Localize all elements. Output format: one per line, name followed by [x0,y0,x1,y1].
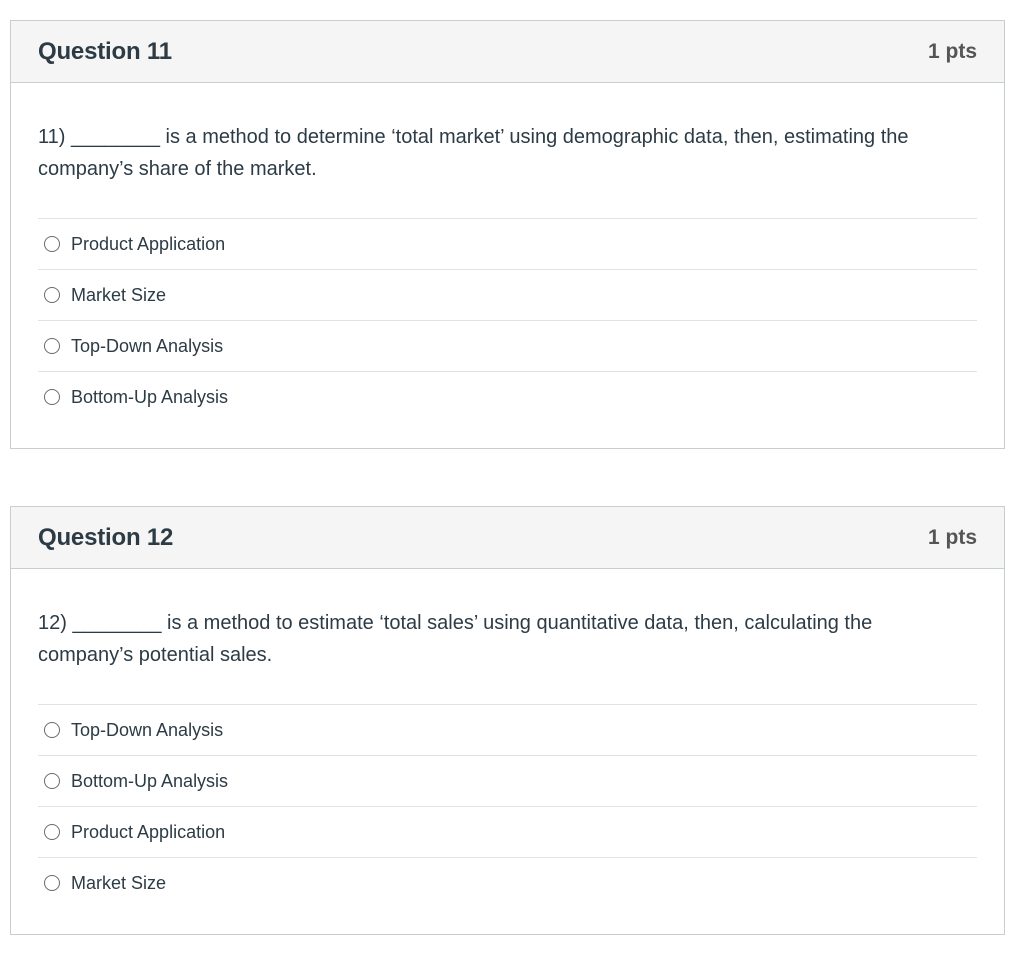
answer-option[interactable] [38,704,977,755]
question-points: 1 pts [927,39,977,63]
answer-label: Bottom-Up Analysis [71,386,229,407]
radio-button[interactable] [44,875,60,891]
answer-option[interactable] [38,857,977,908]
radio-button[interactable] [44,722,60,738]
radio-button[interactable] [44,338,60,354]
radio-button[interactable] [44,287,60,303]
answer-label: Market Size [71,284,167,305]
answer-option[interactable] [38,320,977,371]
answer-list [38,218,977,422]
answer-label: Product Application [71,233,226,254]
answer-option[interactable] [38,755,977,806]
answer-label: Top-Down Analysis [71,719,224,740]
answer-option[interactable] [38,269,977,320]
radio-button[interactable] [44,824,60,840]
question-card-12 [10,506,1005,935]
question-title: Question 11 [38,37,172,65]
answer-option[interactable] [38,806,977,857]
question-header [11,507,1004,569]
question-text: 11) ________ is a method to determine ‘total market’ using demographic data, then, estimating the company’s share of the market. [38,126,909,180]
answer-label: Bottom-Up Analysis [71,770,229,791]
question-points: 1 pts [927,525,977,549]
radio-button[interactable] [44,236,60,252]
question-text: 12) ________ is a method to estimate ‘total sales’ using quantitative data, then, calculating the company’s potential sales. [38,612,873,666]
radio-button[interactable] [44,389,60,405]
radio-button[interactable] [44,773,60,789]
question-card-11 [10,20,1005,449]
answer-list [38,704,977,908]
answer-label: Market Size [71,872,167,893]
question-title: Question 12 [38,523,174,551]
answer-label: Product Application [71,821,226,842]
question-header [11,21,1004,83]
answer-option[interactable] [38,218,977,269]
answer-label: Top-Down Analysis [71,335,224,356]
answer-option[interactable] [38,371,977,422]
